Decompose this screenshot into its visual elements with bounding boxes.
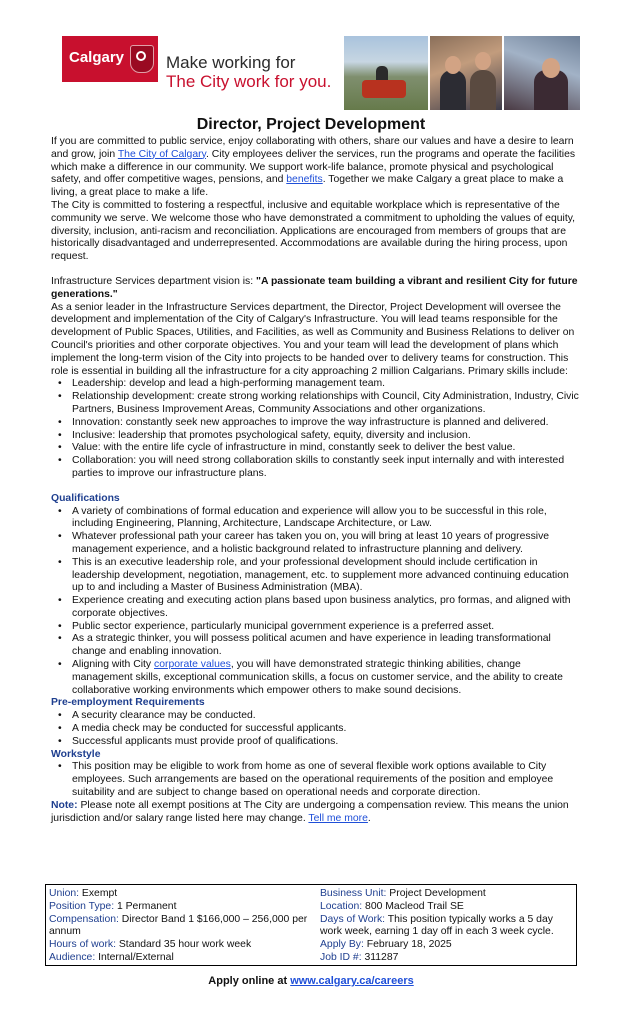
apply-by-row [320,939,576,952]
job-id-row [320,952,576,965]
photo-employees-working [430,36,502,110]
list-item: • This position may be eligible to work from home as one of several flexible work options available to City employees. Such arrangements are based on the operational requirements of the position and employee suitability and are subject to change based on operational needs and corporate direction. [51,761,581,799]
union-row [49,888,311,901]
hours-value: Standard 35 hour work week [115,939,252,951]
hours-label: Hours of work: [49,939,116,951]
city-of-calgary-link[interactable]: The City of Calgary [117,148,206,160]
job-id-value: 311287 [361,951,399,963]
list-item: • A security clearance may be conducted. [51,710,581,723]
days-of-work-row [320,914,576,940]
person-head [475,52,491,70]
list-item: • Relationship development: create strong working relationships with Council, City Administration, Industry, Civic Partners, Business Improvement Areas, Community Associations and other organizations. [51,391,581,417]
person-shape [440,70,466,110]
job-title: Director, Project Development [196,116,426,133]
vision-statement [51,276,581,302]
tagline-line-1: Make working for [166,53,296,72]
city-logo [62,36,158,82]
list-item: • Experience creating and executing action plans based upon business analytics, pro formas, and aligned with corporate objectives. [51,595,581,621]
list-item: • Public sector experience, particularly municipal government experience is a preferred asset. [51,621,581,634]
details-left-column [49,888,311,965]
pre-employment-heading: Pre-employment Requirements [51,697,205,709]
position-type-value: 1 Permanent [114,900,177,912]
logo-text: Calgary [69,49,125,66]
person-head [542,58,560,78]
business-unit-label: Business Unit: [320,888,387,899]
apply-online-line [0,975,622,987]
photo-employee-smiling [504,36,580,110]
inclusion-paragraph: The City is committed to fostering a respectful, inclusive and equitable workplace which is representative of the community we serve. We welcome those who have demonstrated a commitment to upholding the values of equity, diversity, inclusion, anti-racism and reconciliation. Applications are encouraged from members of groups that are historically disadvantaged and underrepresented. Accommodations are available during the hiring process, upon request. [51,199,576,263]
job-id-label: Job ID #: [320,951,362,963]
list-item: • Leadership: develop and lead a high-performing management team. [51,378,581,391]
list-item: • Whatever professional path your career has taken you on, you will bring at least 10 years of progressive management experience, and a holistic background related to infrastructure planning and delivery. [51,531,581,557]
days-label: Days of Work: [320,913,386,925]
audience-row [49,952,311,965]
tagline-line-2: The City work for you. [166,72,332,91]
list-item [51,659,581,697]
intro-text: . City employees deliver the services, run the programs and operate the facilities which make a difference in our community. We support work-life balance, promote physical and psychological safety, and offer competitive wages, pensions, and [51,148,576,186]
location-label: Location: [320,900,363,912]
qualification-text: Aligning with City [72,659,155,671]
business-unit-row [320,888,576,901]
intro-text: If you are committed to public service, enjoy collaborating with others, share our values and have a desire to learn and grow, join [51,136,574,160]
compensation-value: Director Band 1 $166,000 – 256,000 per annum [49,913,308,938]
mower-shape [362,80,406,98]
audience-value: Internal/External [95,951,174,963]
city-crest-icon [130,45,154,73]
list-item: • As a strategic thinker, you will possess political acumen and have experience in leading transformational change and enabling innovation. [51,633,581,659]
compensation-label: Compensation: [49,913,119,925]
workstyle-list [51,761,581,799]
business-unit-value: Project Development [386,888,486,899]
skills-list [51,378,581,480]
compensation-row [49,914,311,940]
list-item: • Innovation: constantly seek new approaches to improve the way infrastructure is planned and delivered. [51,417,581,430]
apply-by-value: February 18, 2025 [363,939,452,951]
pre-employment-list [51,710,581,748]
list-item: • This is an executive leadership role, and your professional development should include certification in leadership development, negotiation, management, etc. to supplement more advanced continuing education up to and including a Master of Business Administration (MBA). [51,557,581,595]
list-item: • Value: with the entire life cycle of infrastructure in mind, constantly seek to deliver the best value. [51,442,581,455]
apply-text: Apply online at [208,975,291,987]
qualifications-heading: Qualifications [51,492,120,504]
qualifications-list [51,506,581,698]
position-type-row [49,901,311,914]
list-item: • Inclusive: leadership that promotes psychological safety, equity, diversity and inclusion. [51,430,581,443]
compensation-note [51,800,581,826]
person-shape [470,70,496,110]
note-label: Note: [51,799,78,811]
workstyle-heading: Workstyle [51,748,101,760]
details-right-column [320,888,576,965]
union-value: Exempt [79,888,118,899]
header-tagline [166,53,331,91]
role-paragraph: As a senior leader in the Infrastructure Services department, the Director, Project Development will oversee the development and implementation of the City of Calgary's Infrastructure. You will lead teams responsible for the development of Public Spaces, Utilities, and Facilities, as well as Community and Business Relations to deliver on Council's priorities and other corporate objectives. You and your team will lead the development of plans which implement the long-term vision of the City into projects to be handed over to delivery teams for construction. This role is essential in building all the infrastructure for a city approaching 2 million Calgarians. Primary skills include: [51,301,575,377]
vision-quote: "A passionate team building a vibrant and resilient City for future generations." [51,275,578,300]
header-banner [62,36,580,112]
photo-worker-mower [344,36,428,110]
list-item: • Collaboration: you will need strong collaboration skills to constantly seek input internally and with interested parties to improve our infrastructure plans. [51,455,581,481]
note-text: Please note all exempt positions at The City are undergoing a compensation review. This means the union jurisdiction and/or salary range listed here may change. [51,799,569,824]
location-row [320,901,576,914]
person-head [445,56,461,74]
intro-text: . Together we make Calgary a great place to make a living, a great place to make a life. [51,174,564,199]
tell-me-more-link[interactable]: Tell me more [308,812,368,824]
list-item: • A variety of combinations of formal education and experience will allow you to be successful in this role, including Engineering, Planning, Architecture, Landscape Architecture, or Law. [51,506,581,532]
list-item: • Successful applicants must provide proof of qualifications. [51,736,581,749]
days-value: This position typically works a 5 day work week, earning 1 day off in each 3 week cycle. [320,913,554,938]
audience-label: Audience: [49,951,96,963]
union-label: Union: [49,888,80,899]
location-value: 800 Macleod Trail SE [362,900,464,912]
hours-row [49,939,311,952]
qualification-text: , you will have demonstrated strategic thinking abilities, change management skills, exceptional communication skills, a focus on customer service, and the ability to create collaborative working environments which empower others to make sound decisions. [72,659,563,696]
posting-body [51,136,581,825]
careers-link[interactable]: www.calgary.ca/careers [290,975,414,987]
corporate-values-link[interactable]: corporate values [154,659,231,671]
vision-prefix: Infrastructure Services department vision is: [51,275,257,287]
intro-paragraph [51,136,581,200]
apply-by-label: Apply By: [320,939,364,951]
note-end: . [367,812,371,824]
list-item: • A media check may be conducted for successful applicants. [51,723,581,736]
job-details-box [45,884,577,966]
benefits-link[interactable]: benefits [286,174,323,186]
position-type-label: Position Type: [49,900,115,912]
